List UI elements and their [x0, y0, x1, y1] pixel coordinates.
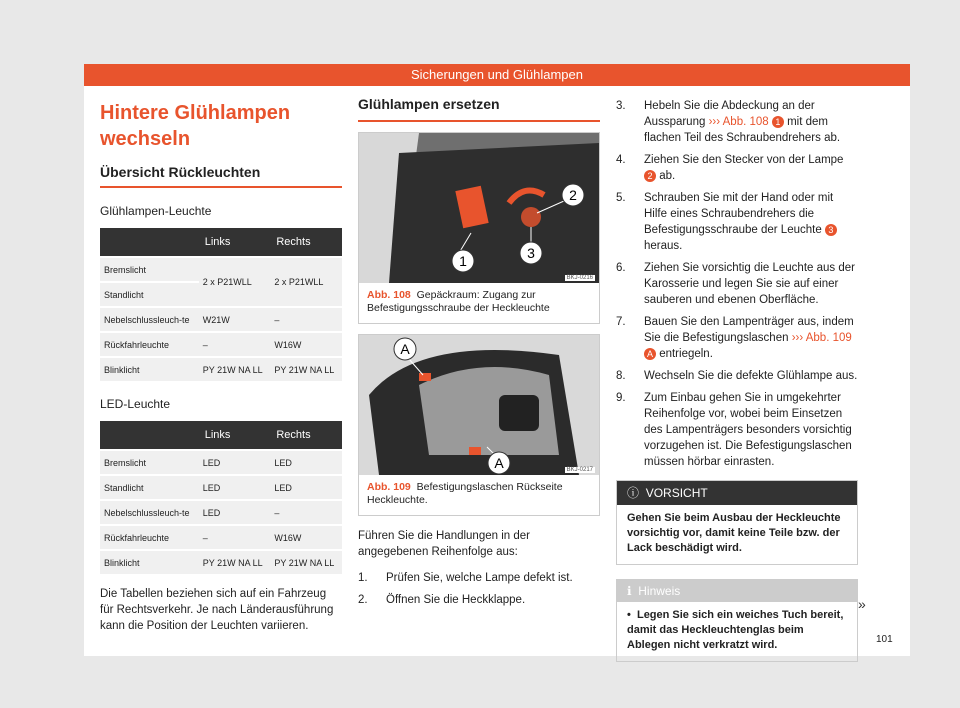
list-item [616, 98, 858, 146]
table-cell: Standlicht [100, 475, 199, 500]
table2-title: LED-Leuchte [100, 397, 171, 411]
table-row [100, 475, 342, 500]
marker-a [488, 452, 510, 474]
list-item [616, 260, 858, 308]
table-cell: Rückfahrleuchte [100, 525, 199, 550]
svg-text:2: 2 [569, 187, 577, 203]
marker-badge: 1 [772, 116, 784, 128]
step-list [616, 98, 858, 470]
svg-text:A: A [400, 341, 410, 357]
table-cell: W16W [270, 525, 342, 550]
table-row [100, 357, 342, 381]
list-item [616, 190, 858, 254]
note-text: • Legen Sie sich ein weiches Tuch bereit, damit das Heckleuchtenglas beim Ablegen nicht verkratzt wird. [627, 609, 844, 651]
table-cell: – [270, 307, 342, 332]
subheading: Übersicht Rückleuchten [100, 164, 342, 188]
step-number: 8. [616, 370, 626, 382]
step-text: entriegeln. [656, 348, 713, 360]
continued-mark: » [858, 596, 866, 612]
table-header: Rechts [270, 228, 342, 257]
figure-ref: BKJ-0216 [566, 275, 593, 281]
table-row [100, 450, 342, 475]
note-bullet: Legen Sie sich ein weiches Tuch bereit, damit das Heckleuchtenglas beim Ablegen nicht verkratzt wird. [627, 609, 844, 651]
table-header [100, 228, 199, 257]
table-cell: Blinklicht [100, 550, 199, 574]
figure-caption [359, 283, 599, 323]
step-text: Bauen Sie den Lampenträger aus, indem Sie die Befestigungslaschen [644, 316, 854, 344]
step-number: 7. [616, 316, 626, 328]
taillight-photo [359, 335, 599, 475]
table-row [100, 307, 342, 332]
caution-text: Gehen Sie beim Ausbau der Heckleuchte vorsichtig vor, damit keine Teile bzw. der Lack beschädigt wird. [627, 512, 841, 554]
table-cell: – [199, 332, 271, 357]
step-text: Hebeln Sie die Abdeckung an der Aussparung [644, 100, 815, 128]
table-row [100, 525, 342, 550]
marker-3 [520, 242, 542, 264]
page-heading: Hintere Glühlampen wechseln [100, 102, 291, 150]
step-number: 2. [358, 594, 368, 606]
figure-ref: BKJ-0217 [566, 467, 593, 473]
table-cell: 2 x P21WLL [270, 257, 342, 307]
table-cell: Nebelschlussleuch-te [100, 500, 199, 525]
table-header: Rechts [270, 421, 342, 450]
svg-text:A: A [494, 455, 504, 471]
intro-text: Führen Sie die Handlungen in der angegebenen Reihenfolge aus: [358, 530, 530, 558]
figure-link[interactable]: ››› Abb. 108 [708, 116, 769, 128]
middle-column [358, 92, 600, 614]
warning-icon: ⓘ [627, 486, 640, 500]
page-number: 101 [876, 634, 893, 645]
table-cell: 2 x P21WLL [199, 257, 271, 307]
step-number: 6. [616, 262, 626, 274]
step-text: Ziehen Sie vorsichtig die Leuchte aus der Karosserie und legen Sie sie auf einer sauberen und ebenen Oberfläche. [644, 262, 855, 306]
table-cell: Nebelschlussleuch-te [100, 307, 199, 332]
marker-1 [452, 250, 474, 272]
step-text: Prüfen Sie, welche Lampe defekt ist. [386, 572, 573, 584]
step-number: 1. [358, 572, 368, 584]
step-text: Wechseln Sie die defekte Glühlampe aus. [644, 370, 858, 382]
caption-text: Gepäckraum: Zugang zur Befestigungsschraube der Heckleuchte [367, 289, 550, 314]
caution-title: VORSICHT [645, 486, 708, 500]
list-item [358, 592, 600, 608]
list-item [616, 390, 858, 470]
led-table [100, 421, 342, 574]
svg-text:3: 3 [527, 245, 535, 261]
figure-108 [358, 132, 600, 324]
right-column [616, 92, 858, 662]
step-number: 4. [616, 154, 626, 166]
marker-badge: 2 [644, 170, 656, 182]
marker-badge: A [644, 348, 656, 360]
table-cell: Rückfahrleuchte [100, 332, 199, 357]
table-cell: W21W [199, 307, 271, 332]
caution-header [617, 481, 857, 505]
figure-caption [359, 475, 599, 515]
table-row [100, 257, 342, 282]
figure-label: Abb. 108 [367, 289, 411, 301]
table-cell: Standlicht [100, 282, 199, 307]
table-cell: PY 21W NA LL [199, 357, 271, 381]
table-row [100, 500, 342, 525]
step-text: heraus. [644, 240, 683, 252]
figure-label: Abb. 109 [367, 481, 411, 493]
section-heading: Glühlampen ersetzen [358, 96, 600, 122]
table-row [100, 550, 342, 574]
step-text: ab. [656, 170, 676, 182]
table-cell: Blinklicht [100, 357, 199, 381]
table-note: Die Tabellen beziehen sich auf ein Fahrzeug für Rechtsverkehr. Je nach Länderausführung kann die Position der Leuchten variieren. [100, 588, 334, 632]
svg-text:1: 1 [459, 253, 467, 269]
list-item [616, 314, 858, 362]
info-icon: ℹ [627, 584, 632, 598]
table-header: Links [199, 228, 271, 257]
step-number: 5. [616, 192, 626, 204]
step-text: Zum Einbau gehen Sie in umgekehrter Reihenfolge vor, wobei beim Einsetzen des Lampenträgers besonders vorsichtig vorzugehen ist. Die Befestigungslaschen müssen hörbar einrasten. [644, 392, 852, 468]
step-number: 3. [616, 100, 626, 112]
table-cell: PY 21W NA LL [270, 357, 342, 381]
figure-link[interactable]: ››› Abb. 109 [791, 332, 852, 344]
table-header: Links [199, 421, 271, 450]
table-cell: – [199, 525, 271, 550]
marker-a [394, 338, 416, 360]
marker-2 [562, 184, 584, 206]
table-header [100, 421, 199, 450]
table1-title: Glühlampen-Leuchte [100, 204, 212, 218]
table-cell: Bremslicht [100, 450, 199, 475]
table-cell: PY 21W NA LL [270, 550, 342, 574]
note-box [616, 579, 858, 662]
table-cell: LED [199, 450, 271, 475]
bulb-table [100, 228, 342, 381]
table-cell: PY 21W NA LL [199, 550, 271, 574]
table-cell: W16W [270, 332, 342, 357]
caution-box [616, 480, 858, 565]
section-header: Sicherungen und Glühlampen [84, 64, 910, 86]
table-row [100, 332, 342, 357]
list-item [358, 570, 600, 586]
left-column [100, 92, 342, 634]
note-title: Hinweis [638, 584, 681, 598]
step-text: Schrauben Sie mit der Hand oder mit Hilfe eines Schraubendrehers die Befestigungsschraube der Leuchte [644, 192, 834, 236]
table-cell: Bremslicht [100, 257, 199, 282]
table-cell: – [270, 500, 342, 525]
table-cell: LED [199, 475, 271, 500]
caption-text: Befestigungslaschen Rückseite Heckleuchte. [367, 481, 563, 506]
table-cell: LED [199, 500, 271, 525]
marker-badge: 3 [825, 224, 837, 236]
table-cell: LED [270, 475, 342, 500]
step-text: Öffnen Sie die Heckklappe. [386, 594, 526, 606]
list-item [616, 368, 858, 384]
table-cell: LED [270, 450, 342, 475]
step-list [358, 570, 600, 608]
trunk-illustration [359, 133, 599, 283]
step-text: Ziehen Sie den Stecker von der Lampe [644, 154, 844, 166]
note-header [617, 580, 857, 602]
figure-109 [358, 334, 600, 516]
taillight-illustration [359, 335, 599, 475]
trunk-photo [359, 133, 599, 283]
step-text: mit dem flachen Teil des Schraubendrehers ab. [644, 116, 841, 144]
step-number: 9. [616, 392, 626, 404]
list-item [616, 152, 858, 184]
